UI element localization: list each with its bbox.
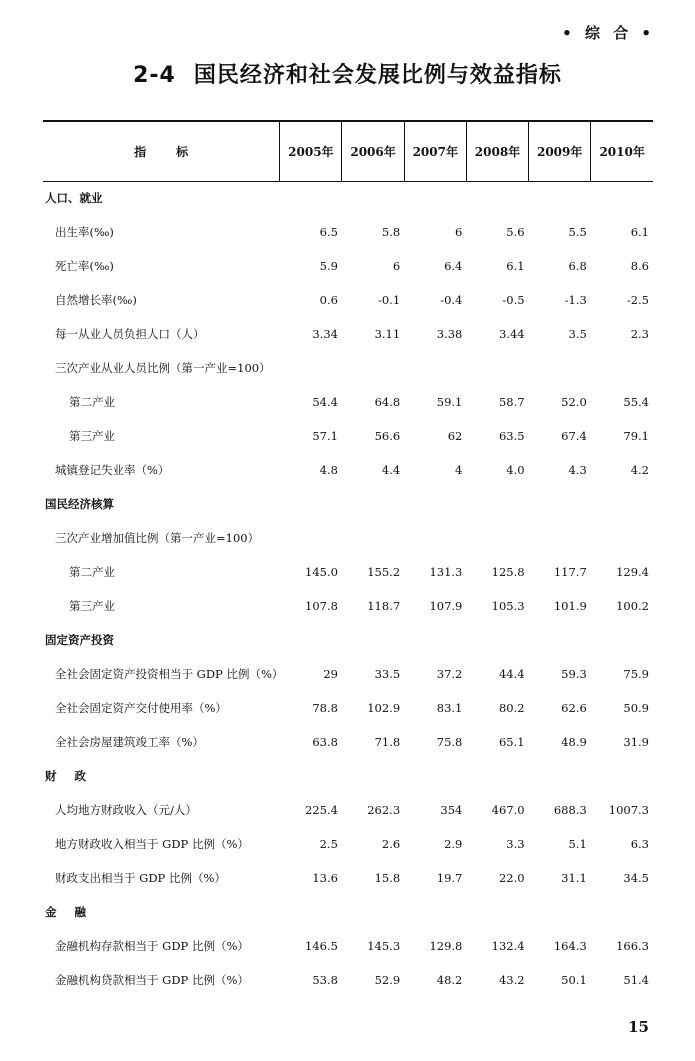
- value-cell: 5.5: [568, 225, 587, 239]
- table-header-row: [43, 121, 653, 181]
- value-cell: 6.8: [568, 259, 587, 273]
- value-cell: 6.3: [630, 837, 649, 851]
- value-cell: 67.4: [561, 429, 587, 443]
- value-cell: 225.4: [305, 803, 338, 817]
- value-cell: 3.34: [312, 327, 338, 341]
- value-cell: 65.1: [498, 735, 525, 749]
- table-row: [43, 385, 653, 419]
- value-cell: 117.7: [553, 565, 587, 579]
- value-cell: [280, 487, 342, 521]
- value-cell: [529, 895, 591, 929]
- value-cell: 164.3: [553, 939, 587, 953]
- category-row: [43, 487, 653, 521]
- value-cell: 43.2: [498, 973, 525, 987]
- value-cell: 31.1: [561, 871, 587, 885]
- value-cell: 262.3: [367, 803, 401, 817]
- value-cell: [280, 521, 342, 555]
- table-row: [43, 249, 653, 283]
- value-cell: [529, 351, 591, 385]
- indicator-label: 金融机构存款相当于 GDP 比例（%）: [55, 939, 249, 953]
- value-cell: 56.6: [374, 429, 401, 443]
- value-cell: 2.3: [630, 327, 649, 341]
- value-cell: [591, 623, 653, 657]
- value-cell: 58.7: [498, 395, 525, 409]
- value-cell: 6.1: [506, 259, 525, 273]
- value-cell: 50.9: [623, 701, 649, 715]
- year-column-header: 2010年: [591, 121, 653, 181]
- value-cell: 6: [455, 225, 463, 239]
- value-cell: [466, 181, 528, 215]
- table-row: [43, 725, 653, 759]
- value-cell: 51.4: [623, 973, 649, 987]
- value-cell: 100.2: [616, 599, 649, 613]
- value-cell: [404, 351, 466, 385]
- value-cell: [280, 351, 342, 385]
- table-row: [43, 589, 653, 623]
- value-cell: 59.1: [436, 395, 463, 409]
- value-cell: 155.2: [367, 565, 401, 579]
- value-cell: 31.9: [623, 735, 649, 749]
- value-cell: [342, 623, 404, 657]
- value-cell: 62: [447, 429, 463, 443]
- value-cell: 118.7: [367, 599, 401, 613]
- value-cell: 54.4: [312, 395, 338, 409]
- value-cell: 55.4: [623, 395, 649, 409]
- table-row: [43, 215, 653, 249]
- value-cell: [529, 759, 591, 793]
- value-cell: [466, 521, 528, 555]
- table-row: [43, 793, 653, 827]
- value-cell: [466, 487, 528, 521]
- indicator-label: 财政支出相当于 GDP 比例（%）: [55, 871, 226, 885]
- value-cell: 145.3: [367, 939, 401, 953]
- value-cell: 71.8: [374, 735, 401, 749]
- value-cell: -0.5: [502, 293, 525, 307]
- value-cell: [342, 487, 404, 521]
- table-row: [43, 827, 653, 861]
- value-cell: [591, 521, 653, 555]
- year-column-header: 2009年: [529, 121, 591, 181]
- value-cell: 15.8: [374, 871, 401, 885]
- value-cell: 6: [392, 259, 401, 273]
- value-cell: -2.5: [626, 293, 649, 307]
- value-cell: 5.9: [319, 259, 338, 273]
- value-cell: 52.9: [374, 973, 401, 987]
- value-cell: 4.0: [506, 463, 525, 477]
- value-cell: [529, 623, 591, 657]
- value-cell: 3.3: [506, 837, 525, 851]
- value-cell: -0.4: [440, 293, 463, 307]
- value-cell: 75.9: [623, 667, 649, 681]
- value-cell: 33.5: [374, 667, 401, 681]
- value-cell: 4.3: [568, 463, 587, 477]
- value-cell: 129.4: [616, 565, 649, 579]
- value-cell: 467.0: [491, 803, 525, 817]
- value-cell: [591, 895, 653, 929]
- value-cell: 5.8: [381, 225, 401, 239]
- table-row: [43, 453, 653, 487]
- category-label: 财政: [45, 769, 104, 783]
- table-body: [43, 181, 653, 997]
- value-cell: 3.5: [568, 327, 587, 341]
- table-number: 2-4: [133, 63, 176, 88]
- category-row: [43, 759, 653, 793]
- category-label: 固定资产投资: [45, 633, 114, 647]
- value-cell: [466, 759, 528, 793]
- value-cell: 101.9: [553, 599, 587, 613]
- value-cell: 105.3: [491, 599, 525, 613]
- table-row: [43, 351, 653, 385]
- indicator-label: 人均地方财政收入（元/人）: [55, 803, 197, 817]
- value-cell: 48.9: [561, 735, 587, 749]
- indicator-label: 自然增长率(‰): [55, 293, 137, 307]
- value-cell: 8.6: [630, 259, 649, 273]
- value-cell: [404, 895, 466, 929]
- category-row: [43, 181, 653, 215]
- value-cell: [404, 181, 466, 215]
- category-label: 人口、就业: [45, 191, 103, 206]
- indicator-label: 全社会固定资产交付使用率（%）: [55, 701, 227, 715]
- value-cell: [280, 895, 342, 929]
- value-cell: [404, 521, 466, 555]
- table-row: [43, 861, 653, 895]
- value-cell: 75.8: [436, 735, 463, 749]
- value-cell: [529, 487, 591, 521]
- value-cell: 57.1: [312, 429, 338, 443]
- value-cell: 688.3: [553, 803, 587, 817]
- value-cell: 2.9: [444, 837, 463, 851]
- category-label: 金融: [45, 905, 104, 919]
- year-column-header: 2005年: [280, 121, 342, 181]
- value-cell: 3.11: [374, 327, 401, 341]
- value-cell: 63.5: [498, 429, 525, 443]
- value-cell: 83.1: [436, 701, 463, 715]
- value-cell: 129.8: [429, 939, 463, 953]
- year-column-header: 2007年: [404, 121, 466, 181]
- table-row: [43, 691, 653, 725]
- value-cell: [342, 521, 404, 555]
- table-row: [43, 521, 653, 555]
- value-cell: [342, 895, 404, 929]
- value-cell: 4.4: [381, 463, 401, 477]
- value-cell: [529, 521, 591, 555]
- value-cell: 64.8: [374, 395, 401, 409]
- value-cell: 52.0: [561, 395, 587, 409]
- indicator-table: [43, 120, 653, 997]
- value-cell: 1007.3: [608, 803, 649, 817]
- table-row: [43, 317, 653, 351]
- value-cell: [591, 487, 653, 521]
- value-cell: 5.1: [568, 837, 587, 851]
- value-cell: 50.1: [561, 973, 587, 987]
- table-row: [43, 963, 653, 997]
- indicator-label: 三次产业增加值比例（第一产业=100）: [55, 531, 260, 545]
- value-cell: 6.5: [319, 225, 338, 239]
- value-cell: 125.8: [491, 565, 525, 579]
- value-cell: 2.6: [381, 837, 401, 851]
- year-column-header: 2008年: [466, 121, 528, 181]
- value-cell: 53.8: [312, 973, 338, 987]
- value-cell: 48.2: [436, 973, 463, 987]
- value-cell: [342, 759, 404, 793]
- value-cell: 29: [323, 667, 338, 681]
- value-cell: 63.8: [312, 735, 338, 749]
- table-row: [43, 419, 653, 453]
- value-cell: 79.1: [623, 429, 649, 443]
- value-cell: [466, 623, 528, 657]
- page-title: [0, 58, 695, 89]
- indicator-label: 第二产业: [69, 395, 115, 409]
- indicator-label: 每一从业人员负担人口（人）: [55, 327, 205, 341]
- value-cell: 146.5: [305, 939, 338, 953]
- value-cell: 4.2: [630, 463, 649, 477]
- value-cell: [591, 351, 653, 385]
- indicator-label: 第三产业: [69, 599, 115, 613]
- indicator-label: 全社会房屋建筑竣工率（%）: [55, 735, 204, 749]
- value-cell: 166.3: [616, 939, 649, 953]
- value-cell: [404, 759, 466, 793]
- section-tag: • 综 合 •: [562, 24, 655, 42]
- value-cell: 354: [440, 803, 463, 817]
- value-cell: 19.7: [436, 871, 463, 885]
- value-cell: -1.3: [564, 293, 587, 307]
- table-row: [43, 283, 653, 317]
- category-label: 国民经济核算: [45, 497, 114, 511]
- value-cell: 107.9: [429, 599, 463, 613]
- indicator-column-header: 指标: [43, 121, 280, 181]
- value-cell: 22.0: [498, 871, 525, 885]
- value-cell: 131.3: [429, 565, 463, 579]
- value-cell: 4: [455, 463, 463, 477]
- value-cell: [591, 181, 653, 215]
- table-row: [43, 929, 653, 963]
- indicator-label: 死亡率(‰): [55, 259, 114, 273]
- table-title: 国民经济和社会发展比例与效益指标: [193, 63, 562, 88]
- value-cell: 34.5: [623, 871, 649, 885]
- value-cell: [591, 759, 653, 793]
- indicator-label: 三次产业从业人员比例（第一产业=100）: [55, 361, 271, 375]
- indicator-label: 第二产业: [69, 565, 115, 579]
- indicator-label: 城镇登记失业率（%）: [55, 463, 170, 477]
- value-cell: 78.8: [312, 701, 338, 715]
- category-row: [43, 895, 653, 929]
- value-cell: 59.3: [561, 667, 587, 681]
- value-cell: [280, 181, 342, 215]
- value-cell: -0.1: [377, 293, 401, 307]
- value-cell: [466, 351, 528, 385]
- value-cell: [404, 487, 466, 521]
- indicator-label: 地方财政收入相当于 GDP 比例（%）: [55, 837, 249, 851]
- value-cell: [404, 623, 466, 657]
- value-cell: 3.38: [436, 327, 463, 341]
- year-column-header: 2006年: [342, 121, 404, 181]
- value-cell: 62.6: [561, 701, 587, 715]
- indicator-label: 金融机构贷款相当于 GDP 比例（%）: [55, 973, 249, 987]
- value-cell: 4.8: [319, 463, 338, 477]
- value-cell: 3.44: [498, 327, 525, 341]
- value-cell: 2.5: [319, 837, 338, 851]
- indicator-label: 全社会固定资产投资相当于 GDP 比例（%）: [55, 667, 284, 681]
- indicator-label: 出生率(‰): [55, 225, 114, 239]
- table-row: [43, 657, 653, 691]
- value-cell: 0.6: [319, 293, 338, 307]
- value-cell: [342, 181, 404, 215]
- value-cell: [342, 351, 404, 385]
- value-cell: 5.6: [506, 225, 525, 239]
- value-cell: [280, 623, 342, 657]
- value-cell: 145.0: [305, 565, 338, 579]
- value-cell: [280, 759, 342, 793]
- table-row: [43, 555, 653, 589]
- value-cell: [466, 895, 528, 929]
- value-cell: 6.1: [630, 225, 649, 239]
- value-cell: 107.8: [305, 599, 338, 613]
- value-cell: 102.9: [367, 701, 401, 715]
- value-cell: 44.4: [498, 667, 525, 681]
- category-row: [43, 623, 653, 657]
- value-cell: 6.4: [444, 259, 463, 273]
- value-cell: 13.6: [312, 871, 338, 885]
- value-cell: 37.2: [436, 667, 463, 681]
- value-cell: 80.2: [498, 701, 525, 715]
- value-cell: [529, 181, 591, 215]
- indicator-label: 第三产业: [69, 429, 115, 443]
- value-cell: 132.4: [491, 939, 525, 953]
- page-number: 15: [628, 1018, 649, 1036]
